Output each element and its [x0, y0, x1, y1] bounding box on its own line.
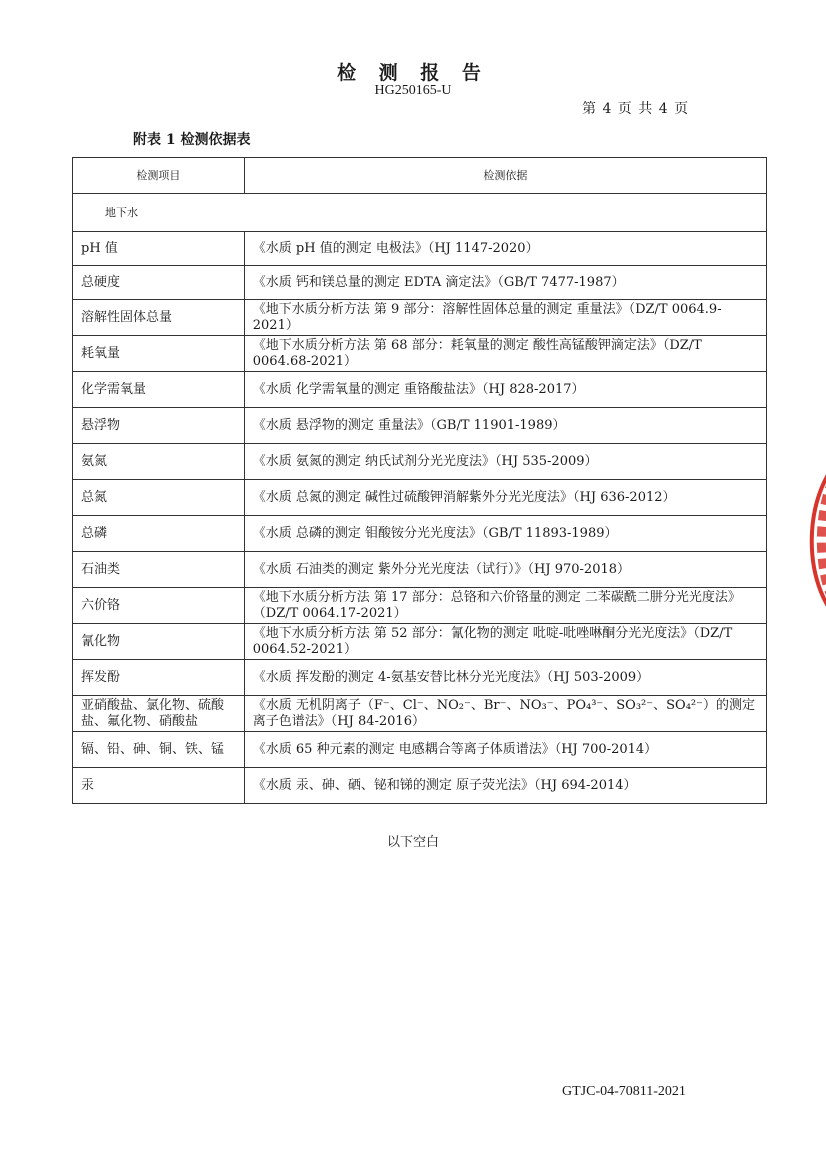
- table-row: [73, 732, 767, 768]
- stamp-seal: [790, 445, 826, 635]
- table-row: [73, 336, 767, 372]
- table-row: [73, 444, 767, 480]
- document-code: GTJC-04-70811-2021: [562, 1084, 686, 1099]
- detection-item: 氰化物: [73, 624, 245, 660]
- detection-item: pH 值: [73, 232, 245, 266]
- detection-basis: 《水质 钙和镁总量的测定 EDTA 滴定法》（GB/T 7477-1987）: [244, 266, 766, 300]
- table-row: [73, 588, 767, 624]
- table-row: [73, 516, 767, 552]
- detection-basis: 《水质 氨氮的测定 纳氏试剂分光光度法》（HJ 535-2009）: [244, 444, 766, 480]
- detection-item: 溶解性固体总量: [73, 300, 245, 336]
- table-header-row: [73, 158, 767, 194]
- page-indicator: 第 4 页 共 4 页: [582, 101, 690, 117]
- table-row: [73, 266, 767, 300]
- detection-basis: 《水质 pH 值的测定 电极法》（HJ 1147-2020）: [244, 232, 766, 266]
- section-row: [73, 194, 767, 232]
- table-row: [73, 624, 767, 660]
- detection-item: 氨氮: [73, 444, 245, 480]
- header-basis: 检测依据: [244, 158, 766, 194]
- detection-basis: 《水质 化学需氧量的测定 重铬酸盐法》（HJ 828-2017）: [244, 372, 766, 408]
- detection-basis: 《水质 总磷的测定 钼酸铵分光光度法》（GB/T 11893-1989）: [244, 516, 766, 552]
- report-number: HG250165-U: [374, 83, 452, 98]
- detection-item: 悬浮物: [73, 408, 245, 444]
- detection-item: 挥发酚: [73, 660, 245, 696]
- detection-basis: 《水质 悬浮物的测定 重量法》（GB/T 11901-1989）: [244, 408, 766, 444]
- detection-item: 亚硝酸盐、氯化物、硫酸盐、氟化物、硝酸盐: [73, 696, 245, 732]
- table-row: [73, 232, 767, 266]
- detection-item: 耗氧量: [73, 336, 245, 372]
- detection-basis: 《水质 65 种元素的测定 电感耦合等离子体质谱法》（HJ 700-2014）: [244, 732, 766, 768]
- table-row: [73, 300, 767, 336]
- table-row: [73, 696, 767, 732]
- detection-basis: 《地下水质分析方法 第 17 部分：总铬和六价铬量的测定 二苯碳酰二肼分光光度法》（DZ/T 0064.17-2021）: [244, 588, 766, 624]
- detection-basis: 《地下水质分析方法 第 52 部分：氰化物的测定 吡啶-吡唑啉酮分光光度法》（DZ/T 0064.52-2021）: [244, 624, 766, 660]
- detection-item: 石油类: [73, 552, 245, 588]
- detection-item: 化学需氧量: [73, 372, 245, 408]
- table-row: [73, 768, 767, 804]
- detection-item: 总磷: [73, 516, 245, 552]
- detection-item: 六价铬: [73, 588, 245, 624]
- detection-item: 镉、铅、砷、铜、铁、锰: [73, 732, 245, 768]
- section-label: 地下水: [73, 194, 767, 232]
- table-row: [73, 372, 767, 408]
- table-row: [73, 480, 767, 516]
- detection-basis: 《地下水质分析方法 第 9 部分：溶解性固体总量的测定 重量法》（DZ/T 0064.9-2021）: [244, 300, 766, 336]
- table-row: [73, 408, 767, 444]
- detection-item: 总氮: [73, 480, 245, 516]
- report-title: 检 测 报 告: [337, 62, 489, 84]
- detection-basis: 《地下水质分析方法 第 68 部分：耗氧量的测定 酸性高锰酸钾滴定法》（DZ/T 0064.68-2021）: [244, 336, 766, 372]
- header-item: 检测项目: [73, 158, 245, 194]
- detection-basis: 《水质 汞、砷、硒、铋和锑的测定 原子荧光法》（HJ 694-2014）: [244, 768, 766, 804]
- detection-item: 汞: [73, 768, 245, 804]
- detection-basis: 《水质 石油类的测定 紫外分光光度法（试行）》（HJ 970-2018）: [244, 552, 766, 588]
- seal-arc: [812, 450, 826, 630]
- table-row: [73, 660, 767, 696]
- detection-basis: 《水质 无机阴离子（F⁻、Cl⁻、NO₂⁻、Br⁻、NO₃⁻、PO₄³⁻、SO₃²⁻、SO₄²⁻）的测定 离子色谱法》（HJ 84-2016）: [244, 696, 766, 732]
- blank-below-note: 以下空白: [386, 835, 439, 850]
- detection-basis-table: [72, 157, 767, 804]
- detection-basis: 《水质 挥发酚的测定 4-氨基安替比林分光光度法》（HJ 503-2009）: [244, 660, 766, 696]
- detection-basis: 《水质 总氮的测定 碱性过硫酸钾消解紫外分光光度法》（HJ 636-2012）: [244, 480, 766, 516]
- table-row: [73, 552, 767, 588]
- annex-title: 附表 1 检测依据表: [133, 132, 251, 148]
- detection-item: 总硬度: [73, 266, 245, 300]
